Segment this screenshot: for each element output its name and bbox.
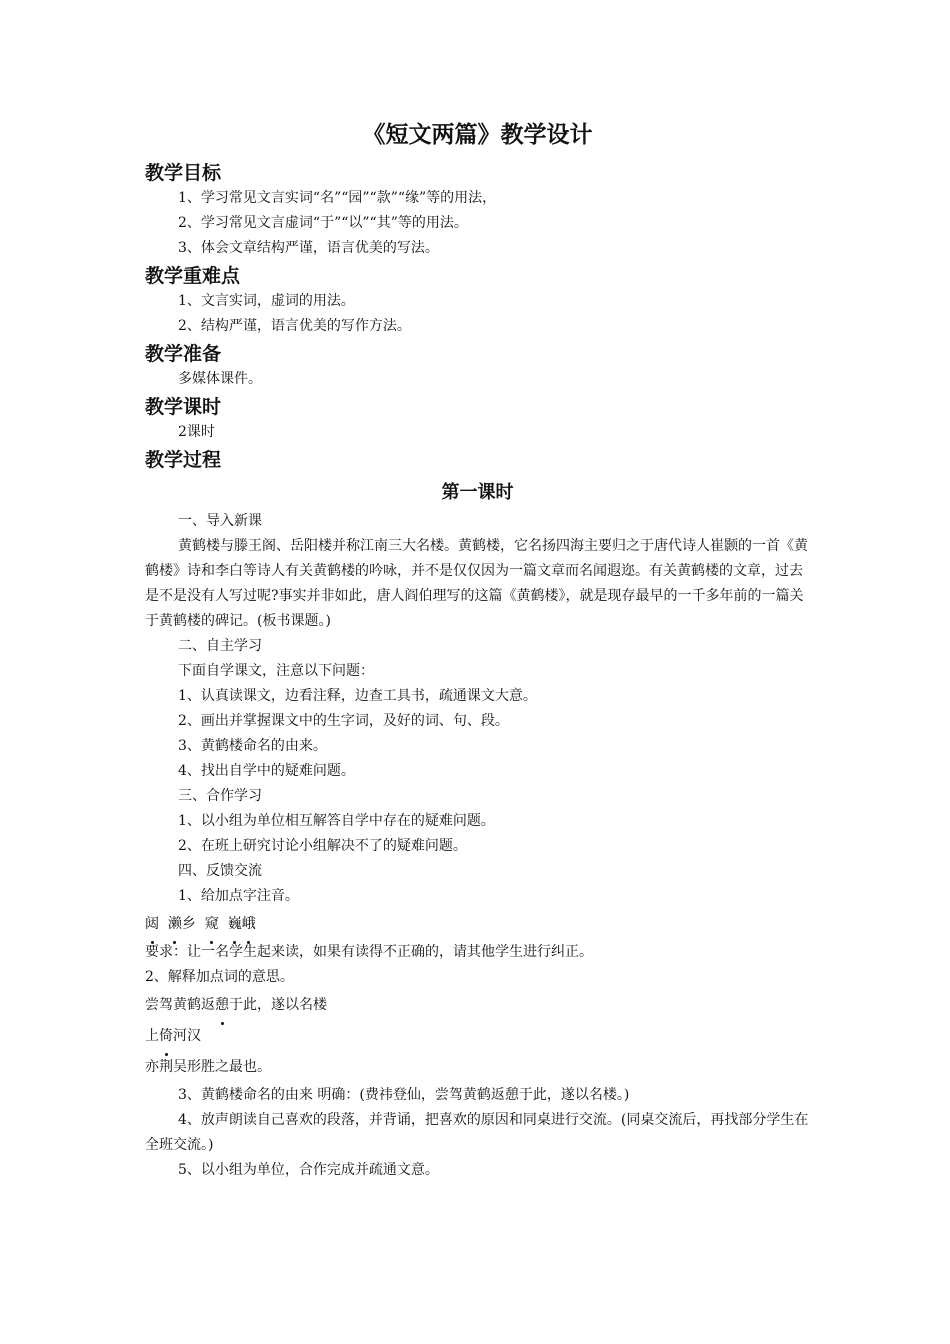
feedback-requirement: 要求：让一名学生起来读，如果有读得不正确的，请其他学生进行纠正。 — [145, 944, 593, 960]
heading-goals: 教学目标 — [145, 162, 222, 184]
intro-heading: 一、导入新课 — [178, 513, 262, 529]
self-study-intro: 下面自学课文，注意以下问题： — [178, 663, 374, 679]
dotted-char: 峨 — [242, 909, 256, 940]
goal-item: 2、学习常见文言虚词“于”“以”“其”等的用法。 — [178, 215, 468, 231]
dotted-char: 巍 — [228, 909, 242, 940]
dotted-char: 倚 — [159, 1021, 173, 1052]
self-study-item: 3、黄鹤楼命名的由来。 — [178, 738, 327, 754]
pinyin-words-line — [145, 909, 810, 940]
example-sentence-3: 亦荆吴形胜之最也。 — [145, 1059, 271, 1075]
heading-key-points: 教学重难点 — [145, 265, 241, 287]
goal-item: 3、体会文章结构严谨，语言优美的写法。 — [178, 240, 439, 256]
lesson-title: 第一课时 — [441, 482, 514, 503]
heading-hours: 教学课时 — [145, 396, 222, 418]
prep-text: 多媒体课件。 — [178, 371, 262, 387]
dotted-char: 闼 — [145, 909, 159, 940]
document-title: 《短文两篇》教学设计 — [362, 121, 593, 148]
goal-item: 1、学习常见文言实词“名”“园”“款”“缘”等的用法， — [178, 190, 497, 206]
self-study-item: 2、画出并掌握课文中的生字词，及好的词、句、段。 — [178, 713, 509, 729]
key-point-item: 1、文言实词，虚词的用法。 — [178, 293, 355, 309]
example-text: 河汉 — [173, 1028, 201, 1044]
example-text: 上 — [145, 1028, 159, 1044]
plain-char: 乡 — [181, 916, 196, 932]
feedback-item-2: 2、解释加点词的意思。 — [145, 969, 294, 985]
heading-process: 教学过程 — [145, 449, 222, 471]
coop-item: 2、在班上研究讨论小组解决不了的疑难问题。 — [178, 838, 467, 854]
heading-prep: 教学准备 — [145, 343, 222, 365]
feedback-item-4: 4、放声朗读自己喜欢的段落，并背诵，把喜欢的原因和同桌进行交流。(同桌交流后，再找部分学生在全班交流。) — [145, 1112, 809, 1153]
example-sentence-2 — [145, 1021, 810, 1052]
feedback-heading: 四、反馈交流 — [178, 863, 262, 879]
feedback-item-5: 5、以小组为单位，合作完成并疏通文意。 — [178, 1162, 439, 1178]
coop-item: 1、以小组为单位相互解答自学中存在的疑难问题。 — [178, 813, 495, 829]
self-study-heading: 二、自主学习 — [178, 638, 262, 654]
dotted-char: 憩 — [215, 990, 229, 1021]
example-sentence-1 — [145, 990, 810, 1021]
self-study-item: 4、找出自学中的疑难问题。 — [178, 763, 355, 779]
example-text: 于此，遂以名楼 — [229, 997, 327, 1013]
intro-text: 黄鹤楼与滕王阁、岳阳楼并称江南三大名楼。黄鹤楼，它名扬四海主要归之于唐代诗人崔颢的一首《黄鹤楼》诗和李白等诗人有关黄鹤楼的吟咏，并不是仅仅因为一篇文章而名闻遐迩。有关黄鹤楼的文章，过去是不是没有人写过呢?事实并非如此，唐人阎伯理写的这篇《黄鹤楼》，就是现存最早的一千多年前的一篇关于黄鹤楼的碑记。(板书课题。) — [145, 538, 808, 629]
document-page — [145, 118, 810, 1183]
example-text: 尝驾黄鹤返 — [145, 997, 215, 1013]
hours-text: 2课时 — [178, 424, 215, 440]
coop-heading: 三、合作学习 — [178, 788, 262, 804]
dotted-char: 窥 — [205, 909, 219, 940]
key-point-item: 2、结构严谨，语言优美的写作方法。 — [178, 318, 411, 334]
feedback-item-1: 1、给加点字注音。 — [178, 888, 299, 904]
feedback-item-3: 3、黄鹤楼命名的由来 明确：(费祎登仙，尝驾黄鹤返憩于此，遂以名楼。) — [178, 1087, 630, 1103]
dotted-char: 濑 — [168, 909, 182, 940]
self-study-item: 1、认真读课文，边看注释，边查工具书，疏通课文大意。 — [178, 688, 537, 704]
